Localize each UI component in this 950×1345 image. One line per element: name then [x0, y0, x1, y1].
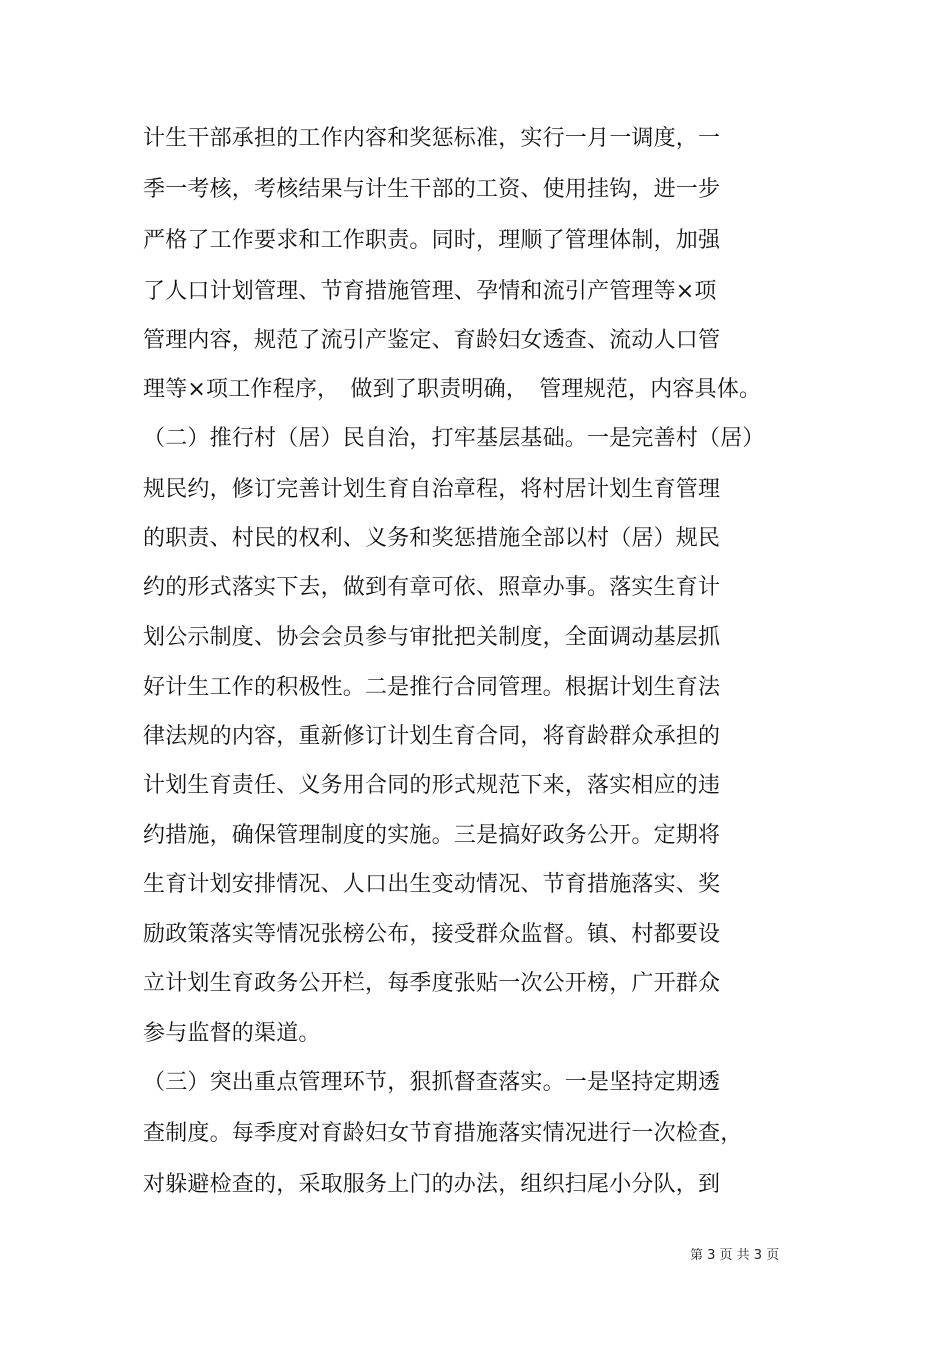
text-line: 立计划生育政务公开栏，每季度张贴一次公开榜，广开群众 — [143, 971, 721, 996]
text-line: 管理内容，规范了流引产鉴定、育龄妇女透查、流动人口管 — [143, 328, 721, 353]
text-line: 了人口计划管理、节育措施管理、孕情和流引产管理等×项 — [143, 279, 717, 304]
text-line: 参与监督的渠道。 — [143, 1021, 321, 1046]
text-line: （二）推行村（居）民自治，打牢基层基础。一是完善村（居） — [143, 426, 765, 451]
text-line: 律法规的内容，重新修订计划生育合同，将育龄群众承担的 — [143, 724, 721, 749]
text-line: 约的形式落实下去，做到有章可依、照章办事。落实生育计 — [143, 575, 721, 600]
text-line: 励政策落实等情况张榜公布，接受群众监督。镇、村都要设 — [143, 922, 721, 947]
text-line: 好计生工作的积极性。二是推行合同管理。根据计划生育法 — [143, 675, 721, 700]
text-line: 计划生育责任、义务用合同的形式规范下来，落实相应的违 — [143, 773, 721, 798]
text-line: 查制度。每季度对育龄妇女节育措施落实情况进行一次检查， — [143, 1121, 743, 1146]
text-line: 约措施，确保管理制度的实施。三是搞好政务公开。定期将 — [143, 823, 721, 848]
text-line: 计生干部承担的工作内容和奖惩标准，实行一月一调度，一 — [143, 126, 721, 151]
text-line: 严格了工作要求和工作职责。同时，理顺了管理体制，加强 — [143, 228, 721, 253]
text-line: 划公示制度、协会会员参与审批把关制度，全面调动基层抓 — [143, 625, 721, 650]
text-line: 生育计划安排情况、人口出生变动情况、节育措施落实、奖 — [143, 872, 721, 897]
text-line: 的职责、村民的权利、义务和奖惩措施全部以村（居）规民 — [143, 526, 721, 551]
page-number-footer: 第 3 页 共 3 页 — [690, 1248, 780, 1263]
text-line: 理等×项工作程序， 做到了职责明确， 管理规范，内容具体。 — [143, 377, 762, 402]
text-line: （三）突出重点管理环节，狠抓督查落实。一是坚持定期透 — [143, 1070, 721, 1095]
text-line: 对躲避检查的，采取服务上门的办法，组织扫尾小分队，到 — [143, 1172, 721, 1197]
text-line: 季一考核，考核结果与计生干部的工资、使用挂钩，进一步 — [143, 177, 721, 202]
text-line: 规民约，修订完善计划生育自治章程，将村居计划生育管理 — [143, 477, 721, 502]
